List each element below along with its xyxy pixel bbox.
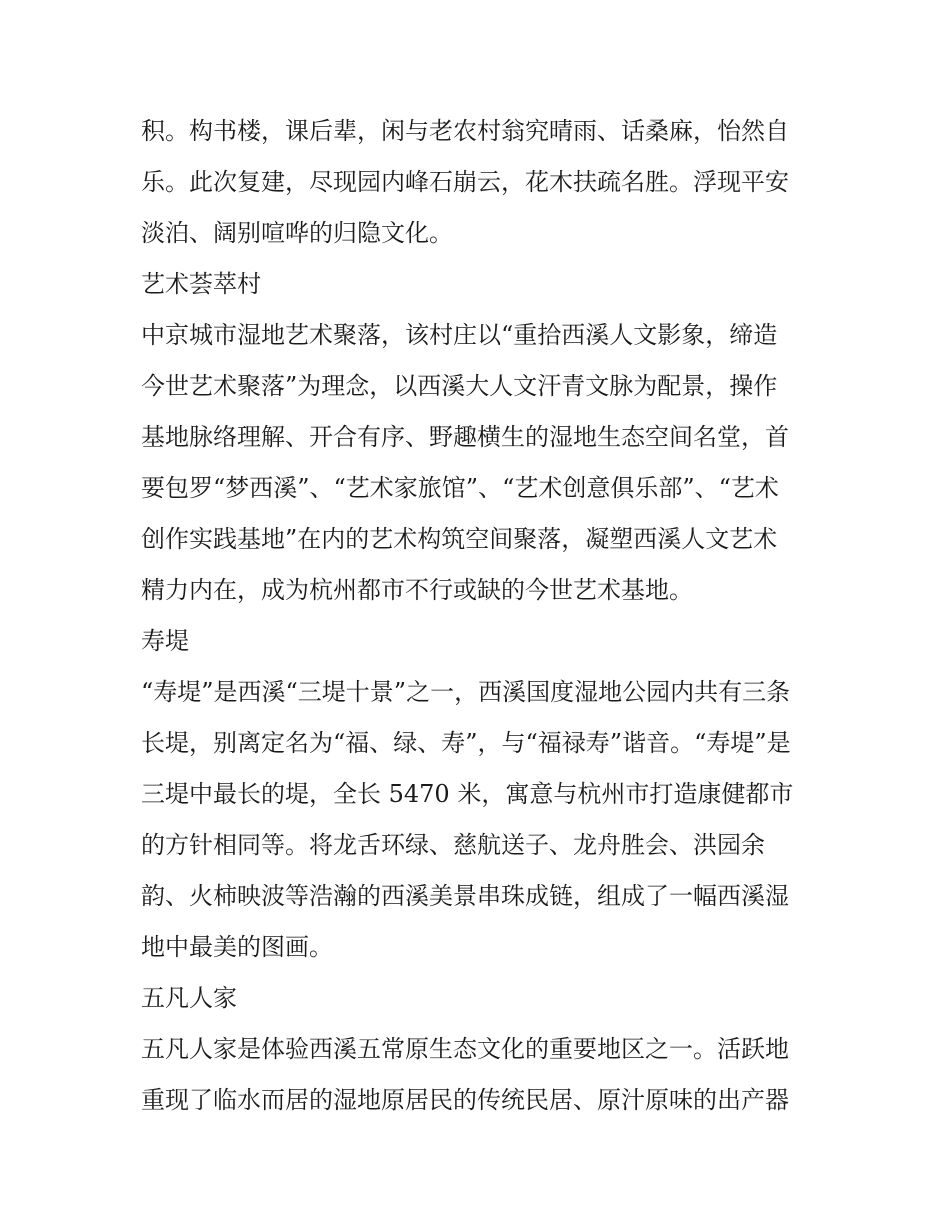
paragraph-line: 精力内在，成为杭州都市不行或缺的今世艺术基地。	[141, 576, 693, 604]
section-heading: 寿堤	[141, 627, 189, 655]
paragraph-line: 创作实践基地”在内的艺术构筑空间聚落，凝塑西溪人文艺术	[141, 525, 778, 553]
paragraph-line: 的方针相同等。将龙舌环绿、慈航送子、龙舟胜会、洪园余	[141, 831, 765, 859]
paragraph-line: 地中最美的图画。	[141, 933, 333, 961]
section-heading: 五凡人家	[141, 984, 237, 1012]
paragraph-line: 今世艺术聚落”为理念，以西溪大人文汗青文脉为配景，操作	[141, 372, 778, 400]
paragraph-line: 基地脉络理解、开合有序、野趣横生的湿地生态空间名堂，首	[141, 423, 789, 451]
paragraph-line: 要包罗“梦西溪”、“艺术家旅馆”、“艺术创意俱乐部”、“艺术	[141, 474, 779, 502]
paragraph-line: “寿堤”是西溪“三堤十景”之一，西溪国度湿地公园内共有三条	[141, 678, 791, 706]
paragraph-line: 长堤，别离定名为“福、绿、寿”，与“福禄寿”谐音。“寿堤”是	[141, 729, 791, 757]
paragraph-line: 重现了临水而居的湿地原居民的传统民居、原汁原味的出产器	[141, 1086, 789, 1114]
paragraph-line: 三堤中最长的堤，全长 5470 米，寓意与杭州市打造康健都市	[141, 780, 794, 808]
paragraph-line: 淡泊、阔别喧哗的归隐文化。	[141, 219, 453, 247]
paragraph-line: 乐。此次复建，尽现园内峰石崩云，花木扶疏名胜。浮现平安	[141, 168, 789, 196]
document-body	[141, 106, 813, 1126]
paragraph-line: 积。构书楼，课后辈，闲与老农村翁究晴雨、话桑麻，怡然自	[141, 117, 789, 145]
section-heading: 艺术荟萃村	[141, 270, 261, 298]
paragraph-line: 五凡人家是体验西溪五常原生态文化的重要地区之一。活跃地	[141, 1035, 789, 1063]
paragraph-line: 中京城市湿地艺术聚落，该村庄以“重拾西溪人文影象，缔造	[141, 321, 778, 349]
paragraph-line: 韵、火柿映波等浩瀚的西溪美景串珠成链，组成了一幅西溪湿	[141, 882, 789, 910]
